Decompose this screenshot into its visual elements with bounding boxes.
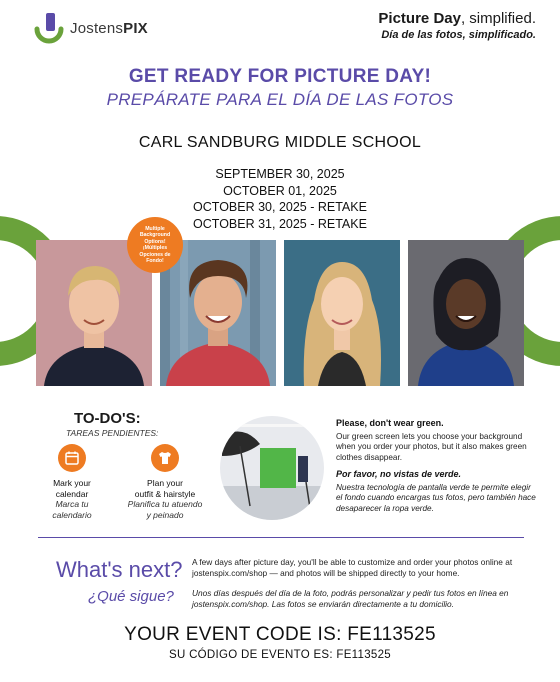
date-item: OCTOBER 01, 2025 — [223, 183, 337, 198]
school-name: CARL SANDBURG MIDDLE SCHOOL — [138, 134, 422, 151]
green-notice-heading-en: Please, don't wear green. — [336, 418, 444, 428]
whats-next-body-en: A few days after picture day, you'll be able to customize and order your photos online at jostenspix.com/shop — and photos will be shipped directly to your home. — [192, 557, 513, 578]
todo-label-es: Marca tu — [55, 499, 89, 509]
jostenspix-logo-icon — [34, 12, 64, 48]
green-screen-studio-image — [220, 416, 324, 520]
picture-day-dates — [0, 166, 560, 232]
date-item: OCTOBER 30, 2025 - RETAKE — [193, 200, 367, 214]
whats-next-title-en: What's next? — [56, 557, 183, 582]
todo-label-es: y peinado — [146, 509, 184, 520]
todo-label-en: Plan your — [147, 478, 183, 488]
todo-item-calendar — [50, 444, 94, 520]
green-notice-heading-es: Por favor, no vistas de verde. — [336, 469, 462, 479]
date-item: SEPTEMBER 30, 2025 — [215, 167, 345, 181]
student-portrait-3 — [284, 240, 400, 386]
todo-label-en: outfit & hairstyle — [134, 488, 196, 499]
header-tagline: Picture Day, simplified. Día de las fotos, simplificado. — [378, 10, 536, 41]
headline-en: GET READY FOR PICTURE DAY! — [128, 66, 432, 87]
todo-label-en: Mark your — [53, 478, 91, 488]
shirt-icon — [151, 444, 179, 472]
calendar-icon — [58, 444, 86, 472]
brand-logo-text: JostensPIX — [70, 20, 148, 37]
background-options-badge: Multiple Background Options! ¡Múltiples Opciones de Fondo! — [127, 217, 183, 273]
whats-next-body-es: Unos días después del día de la foto, podrás personalizar y pedir tus fotos en línea en jostenspix.com/shop. Las fotos se enviarán directamente a tu domicilio. — [192, 588, 509, 609]
whats-next-title-es: ¿Qué sigue? — [88, 588, 174, 605]
headline-es: PREPÁRATE PARA EL DÍA DE LAS FOTOS — [106, 90, 454, 109]
green-screen-notice — [336, 418, 536, 514]
todo-label-en: calendar — [55, 488, 89, 499]
student-portrait-2 — [160, 240, 276, 386]
date-item: OCTOBER 31, 2025 - RETAKE — [193, 216, 367, 231]
todos-subtitle: TAREAS PENDIENTES: — [66, 428, 159, 438]
event-code-en: YOUR EVENT CODE IS: FE113525 — [124, 624, 436, 645]
section-divider — [38, 537, 524, 538]
todo-label-es: Planifica tu atuendo — [127, 499, 203, 509]
student-portrait-4 — [408, 240, 524, 386]
todo-item-outfit — [127, 444, 203, 520]
todos-title: TO-DO'S: — [74, 410, 141, 427]
green-notice-body-en: Our green screen lets you choose your background when you order your photos, but it also makes green clothes disappear. — [336, 431, 527, 462]
green-notice-body-es: Nuestra tecnología de pantalla verde te permite elegir el fondo cuando encargas tus fotos, pero también hace desaparecer la ropa verde. — [336, 482, 536, 513]
todo-label-es: calendario — [52, 509, 92, 520]
event-code-es: SU CÓDIGO DE EVENTO ES: FE113525 — [169, 649, 391, 661]
